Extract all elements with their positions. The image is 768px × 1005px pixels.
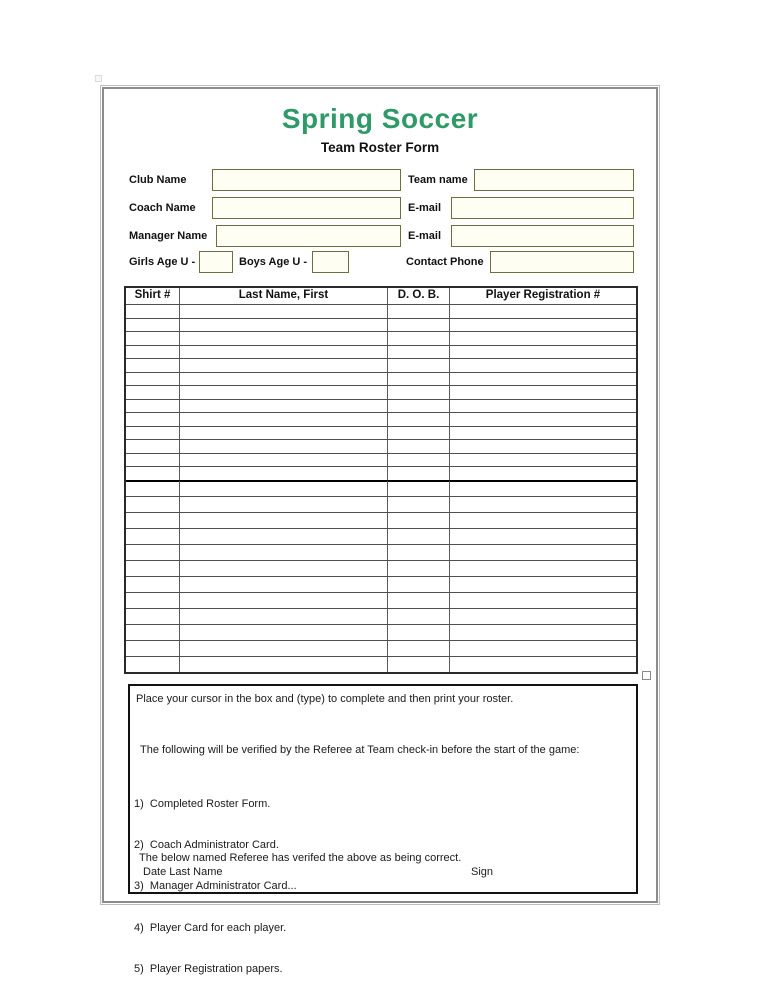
roster-cell[interactable] — [180, 426, 388, 440]
roster-cell[interactable] — [126, 412, 180, 426]
roster-cell[interactable] — [180, 656, 388, 672]
roster-cell[interactable] — [388, 466, 450, 480]
roster-cell[interactable] — [388, 544, 450, 560]
roster-row — [126, 496, 636, 512]
roster-cell[interactable] — [180, 439, 388, 453]
roster-cell[interactable] — [450, 385, 636, 399]
roster-cell[interactable] — [450, 528, 636, 544]
roster-cell[interactable] — [450, 439, 636, 453]
roster-cell[interactable] — [180, 358, 388, 372]
roster-cell[interactable] — [126, 399, 180, 413]
roster-cell[interactable] — [388, 318, 450, 332]
manager-name-label: Manager Name — [129, 230, 208, 242]
roster-form-page — [100, 85, 660, 976]
roster-cell[interactable] — [126, 608, 180, 624]
roster-cell[interactable] — [450, 372, 636, 386]
roster-cell[interactable] — [450, 412, 636, 426]
roster-cell[interactable] — [180, 576, 388, 592]
roster-header-row — [126, 288, 636, 304]
roster-cell[interactable] — [388, 624, 450, 640]
roster-row — [126, 426, 636, 440]
roster-cell[interactable] — [388, 560, 450, 576]
roster-cell[interactable] — [126, 439, 180, 453]
roster-cell[interactable] — [388, 331, 450, 345]
roster-cell[interactable] — [388, 608, 450, 624]
roster-row — [126, 399, 636, 413]
roster-cell[interactable] — [180, 560, 388, 576]
roster-cell[interactable] — [388, 576, 450, 592]
roster-cell[interactable] — [180, 304, 388, 318]
roster-cell[interactable] — [450, 624, 636, 640]
roster-row — [126, 318, 636, 332]
roster-cell[interactable] — [388, 399, 450, 413]
roster-cell[interactable] — [126, 358, 180, 372]
team-name-field[interactable] — [474, 169, 634, 191]
roster-cell[interactable] — [450, 592, 636, 608]
checklist-item: 5) Player Registration papers. — [134, 963, 283, 976]
page-subtitle: Team Roster Form — [320, 140, 440, 155]
roster-cell[interactable] — [126, 331, 180, 345]
roster-cell[interactable] — [450, 304, 636, 318]
instruction-checklist — [134, 770, 297, 1005]
roster-row — [126, 544, 636, 560]
roster-cell[interactable] — [126, 480, 180, 496]
instruction-box — [128, 684, 638, 976]
roster-row — [126, 560, 636, 576]
roster-row — [126, 466, 636, 480]
header-player-registration: Player Registration # — [485, 289, 601, 301]
roster-row — [126, 345, 636, 359]
roster-cell[interactable] — [450, 453, 636, 467]
manager-name-field[interactable] — [216, 225, 401, 247]
roster-cell[interactable] — [126, 640, 180, 656]
roster-cell[interactable] — [388, 426, 450, 440]
date-last-name-label: Date Last Name — [143, 866, 223, 878]
roster-body — [126, 304, 636, 672]
roster-row — [126, 624, 636, 640]
roster-row — [126, 372, 636, 386]
roster-cell[interactable] — [180, 496, 388, 512]
roster-cell[interactable] — [180, 544, 388, 560]
roster-cell[interactable] — [388, 304, 450, 318]
contact-phone-label: Contact Phone — [406, 256, 484, 268]
roster-cell[interactable] — [388, 480, 450, 496]
roster-cell[interactable] — [450, 466, 636, 480]
roster-cell[interactable] — [388, 345, 450, 359]
roster-cell[interactable] — [388, 385, 450, 399]
header-dob: D. O. B. — [388, 288, 450, 304]
roster-row — [126, 331, 636, 345]
girls-age-label: Girls Age U - — [129, 256, 196, 268]
roster-row — [126, 439, 636, 453]
roster-cell[interactable] — [126, 426, 180, 440]
roster-cell[interactable] — [180, 466, 388, 480]
manager-email-label: E-mail — [408, 230, 442, 242]
roster-cell[interactable] — [450, 640, 636, 656]
roster-cell[interactable] — [388, 592, 450, 608]
roster-row — [126, 592, 636, 608]
table-resize-handle[interactable] — [642, 671, 651, 680]
roster-cell[interactable] — [180, 608, 388, 624]
roster-cell[interactable] — [126, 385, 180, 399]
instruction-line-2: The following will be verified by the Referee at Team check-in before the start of the game: — [140, 744, 580, 756]
roster-cell[interactable] — [126, 576, 180, 592]
referee-verified-line: The below named Referee has verifed the above as being correct. — [139, 852, 462, 864]
roster-cell[interactable] — [388, 640, 450, 656]
roster-cell[interactable] — [180, 345, 388, 359]
roster-cell[interactable] — [388, 358, 450, 372]
roster-cell[interactable] — [388, 528, 450, 544]
roster-cell[interactable] — [126, 512, 180, 528]
boys-age-field[interactable] — [312, 251, 349, 273]
roster-cell[interactable] — [388, 372, 450, 386]
roster-cell[interactable] — [180, 592, 388, 608]
roster-cell[interactable] — [450, 560, 636, 576]
roster-cell[interactable] — [180, 318, 388, 332]
team-name-label: Team name — [408, 174, 468, 186]
roster-cell[interactable] — [126, 624, 180, 640]
roster-cell[interactable] — [450, 512, 636, 528]
roster-row — [126, 412, 636, 426]
roster-cell[interactable] — [388, 453, 450, 467]
roster-cell[interactable] — [126, 304, 180, 318]
checklist-item: 1) Completed Roster Form. — [134, 797, 271, 810]
roster-cell[interactable] — [180, 480, 388, 496]
roster-cell[interactable] — [180, 399, 388, 413]
roster-cell[interactable] — [388, 512, 450, 528]
roster-cell[interactable] — [126, 544, 180, 560]
roster-cell[interactable] — [126, 528, 180, 544]
table-anchor-artifact — [95, 75, 102, 82]
roster-cell[interactable] — [388, 656, 450, 672]
roster-cell[interactable] — [126, 318, 180, 332]
roster-cell[interactable] — [126, 345, 180, 359]
roster-cell[interactable] — [450, 331, 636, 345]
coach-name-label: Coach Name — [129, 202, 196, 214]
roster-cell[interactable] — [126, 496, 180, 512]
roster-cell[interactable] — [126, 560, 180, 576]
roster-cell[interactable] — [450, 358, 636, 372]
roster-cell[interactable] — [450, 496, 636, 512]
roster-cell[interactable] — [450, 544, 636, 560]
roster-cell[interactable] — [450, 576, 636, 592]
roster-cell[interactable] — [450, 345, 636, 359]
checklist-item: 4) Player Card for each player. — [134, 921, 287, 934]
roster-cell[interactable] — [126, 656, 180, 672]
roster-cell[interactable] — [180, 512, 388, 528]
boys-age-label: Boys Age U - — [239, 256, 308, 268]
coach-email-field[interactable] — [451, 197, 634, 219]
club-name-label: Club Name — [129, 174, 187, 186]
roster-row — [126, 528, 636, 544]
roster-cell[interactable] — [180, 453, 388, 467]
roster-cell[interactable] — [126, 592, 180, 608]
roster-row — [126, 512, 636, 528]
roster-cell[interactable] — [450, 399, 636, 413]
roster-cell[interactable] — [180, 624, 388, 640]
contact-phone-field[interactable] — [490, 251, 634, 273]
roster-cell[interactable] — [450, 608, 636, 624]
roster-row — [126, 304, 636, 318]
roster-cell[interactable] — [450, 480, 636, 496]
coach-name-field[interactable] — [212, 197, 401, 219]
roster-cell[interactable] — [388, 496, 450, 512]
roster-row — [126, 608, 636, 624]
checklist-item: 2) Coach Administrator Card. — [134, 838, 279, 851]
roster-row — [126, 656, 636, 672]
club-name-field[interactable] — [212, 169, 401, 191]
manager-email-field[interactable] — [451, 225, 634, 247]
roster-row — [126, 480, 636, 496]
roster-row — [126, 453, 636, 467]
roster-cell[interactable] — [450, 656, 636, 672]
roster-cell[interactable] — [450, 426, 636, 440]
roster-cell[interactable] — [180, 372, 388, 386]
roster-row — [126, 385, 636, 399]
roster-cell[interactable] — [126, 453, 180, 467]
roster-row — [126, 576, 636, 592]
girls-age-field[interactable] — [199, 251, 233, 273]
page-title: Spring Soccer — [281, 103, 479, 134]
roster-cell[interactable] — [126, 466, 180, 480]
roster-cell[interactable] — [180, 412, 388, 426]
header-last-name-first: Last Name, First — [180, 288, 388, 304]
roster-cell[interactable] — [388, 412, 450, 426]
roster-cell[interactable] — [180, 331, 388, 345]
roster-cell[interactable] — [180, 385, 388, 399]
coach-email-label: E-mail — [408, 202, 442, 214]
roster-row — [126, 358, 636, 372]
roster-cell[interactable] — [180, 640, 388, 656]
roster-cell[interactable] — [388, 439, 450, 453]
roster-cell[interactable] — [450, 318, 636, 332]
checklist-item: 3) Manager Administrator Card... — [134, 880, 297, 893]
roster-cell[interactable] — [180, 528, 388, 544]
roster-cell[interactable] — [126, 372, 180, 386]
roster-table — [124, 286, 638, 674]
instruction-line-1: Place your cursor in the box and (type) to complete and then print your roster. — [136, 693, 514, 705]
roster-row — [126, 640, 636, 656]
header-shirt-number: Shirt # — [126, 288, 180, 304]
sign-label: Sign — [471, 866, 494, 878]
